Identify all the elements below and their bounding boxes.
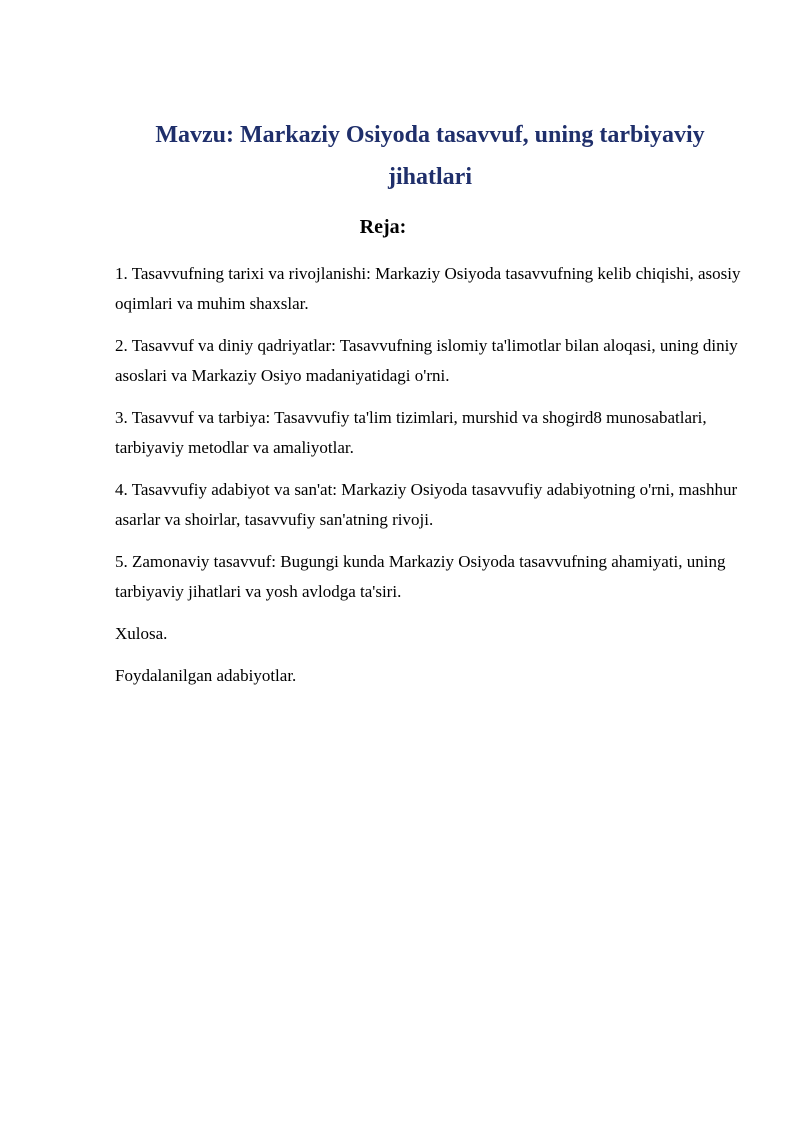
plan-heading: Reja:: [359, 216, 407, 238]
document-title: Mavzu: Markaziy Osiyoda tasavvuf, uning tarbiyaviy jihatlari: [155, 122, 705, 190]
plan-list: [115, 259, 765, 703]
plan-item-1: 1. Tasavvufning tarixi va rivojlanishi: Markaziy Osiyoda tasavvufning kelib chiqishi, asosiy oqimlari va muhim shaxslar.: [115, 264, 741, 313]
plan-item-3: 3. Tasavvuf va tarbiya: Tasavvufiy ta'lim tizimlari, murshid va shogird8 munosabatlari, tarbiyaviy metodlar va amaliyotlar.: [115, 408, 707, 457]
conclusion-item: Xulosa.: [115, 624, 168, 643]
plan-item-2: 2. Tasavvuf va diniy qadriyatlar: Tasavvufning islomiy ta'limotlar bilan aloqasi, uning diniy asoslari va Markaziy Osiyo madaniyatidagi o'rni.: [115, 336, 738, 385]
plan-item-5: 5. Zamonaviy tasavvuf: Bugungi kunda Markaziy Osiyoda tasavvufning ahamiyati, uning tarbiyaviy jihatlari va yosh avlodga ta'siri.: [115, 552, 726, 601]
references-item: Foydalanilgan adabiyotlar.: [115, 666, 297, 685]
plan-item-4: 4. Tasavvufiy adabiyot va san'at: Markaziy Osiyoda tasavvufiy adabiyotning o'rni, mashhur asarlar va shoirlar, tasavvufiy san'atning rivoji.: [115, 480, 738, 529]
